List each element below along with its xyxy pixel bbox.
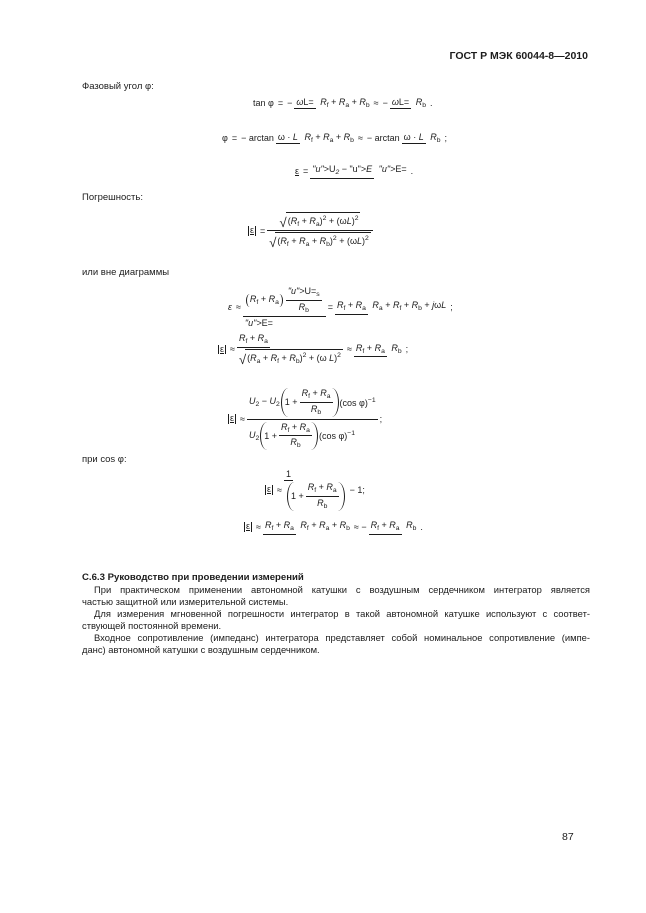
formula-epsilon-final-lhs xyxy=(244,522,252,532)
formula-arctan-eq: = xyxy=(231,132,238,143)
math-subscript: b xyxy=(422,102,426,109)
math-italic: R xyxy=(238,333,246,343)
formula-tan-fraction xyxy=(294,96,371,110)
formula-epsilon-def-eq: = xyxy=(303,165,309,176)
formula-tan-numerator2: ωL= xyxy=(390,97,411,109)
math-subscript: a xyxy=(325,525,330,532)
math-italic: R xyxy=(304,132,311,142)
formula-epsilon-def xyxy=(295,163,413,179)
formula-epsilon-abs2-denominator2 xyxy=(389,342,403,356)
formula-epsilon-big xyxy=(228,388,382,450)
formula-epsilon-outside-fraction2 xyxy=(335,299,448,315)
formula-epsilon-big-inner-den2 xyxy=(288,436,302,450)
formula-epsilon-cos-inner-den xyxy=(315,497,329,511)
math-italic: R xyxy=(326,482,333,493)
formula-epsilon-final-approx: ≈ xyxy=(256,521,261,532)
math-italic: R xyxy=(411,300,419,311)
math-subscript: b xyxy=(412,525,417,532)
formula-epsilon-big-one: 1 + xyxy=(284,397,298,408)
math-subscript: b xyxy=(323,503,328,511)
math-italic: "u"> xyxy=(244,317,262,328)
formula-epsilon-abs2-denominator: $(R_a + R_f + R_b)^2 + (\omega$ L)$^2$ xyxy=(245,349,343,366)
math-subscript: 2 xyxy=(335,169,340,176)
formula-epsilon-final-numerator: $R_f + R_a$ xyxy=(263,520,296,535)
formula-tan xyxy=(253,96,432,110)
formula-epsilon-outside-lhs xyxy=(228,302,232,312)
formula-epsilon-abs2-sqrt xyxy=(239,349,343,366)
formula-epsilon-big-den-u xyxy=(249,430,259,443)
formula-arctan-end: ; xyxy=(444,132,448,143)
math-subscript: a xyxy=(306,426,310,434)
math-italic: L xyxy=(418,132,424,142)
math-italic: R xyxy=(301,388,309,398)
math-italic: R xyxy=(392,300,400,311)
math-italic: R xyxy=(309,216,316,226)
math-superscript: 2 xyxy=(322,215,327,222)
formula-epsilon-abs xyxy=(248,212,375,249)
math-underline: ε xyxy=(230,413,235,424)
math-italic: U xyxy=(248,429,256,440)
math-italic: U xyxy=(269,395,277,406)
math-underline: ε xyxy=(295,165,300,176)
formula-epsilon-outside-fraction xyxy=(243,286,326,328)
formula-epsilon-outside-denominator2: $R_a + R_f + R_b + j\omega L$ xyxy=(372,300,447,313)
formula-epsilon-big-approx: ≈ xyxy=(240,414,245,425)
formula-tan-minus2: − xyxy=(382,97,388,108)
formula-tan-approx: ≈ xyxy=(373,97,379,108)
formula-arctan-lhs: φ xyxy=(222,132,228,143)
math-subscript: s xyxy=(316,291,320,298)
math-subscript: a xyxy=(345,102,350,109)
formula-epsilon-big-inner-den xyxy=(309,403,323,417)
formula-epsilon-abs2-numerator: $R_f + R_a$ xyxy=(237,333,270,348)
formula-epsilon-def-numerator: "$u">U_2$ − "u">E xyxy=(310,164,374,179)
formula-epsilon-big-lhs xyxy=(228,414,236,424)
math-subscript: b xyxy=(436,137,441,144)
formula-epsilon-cos-numerator: 1 xyxy=(284,469,293,481)
formula-epsilon-abs2-approx: ≈ xyxy=(230,344,235,355)
math-italic: R xyxy=(283,520,291,530)
formula-arctan-approx: ≈ xyxy=(357,132,363,143)
math-italic: R xyxy=(389,520,396,530)
math-subscript: a xyxy=(395,525,400,532)
paragraph-1 xyxy=(82,584,590,608)
math-italic: R xyxy=(264,520,272,530)
math-underline: ε xyxy=(250,224,255,235)
math-italic: R xyxy=(359,97,366,107)
math-subscript: f xyxy=(306,525,309,532)
formula-epsilon-abs2-numerator2: $R_f + R_a$ xyxy=(354,343,387,358)
math-italic: R xyxy=(372,300,379,311)
math-italic: U xyxy=(248,395,256,406)
math-superscript: 2 xyxy=(302,351,307,359)
formula-epsilon-cos-paren xyxy=(287,482,345,511)
formula-epsilon-big-inner-num: $R_f + R_a$ xyxy=(300,388,333,403)
formula-epsilon-final-numerator2: $R_f + R_a$ xyxy=(369,520,402,535)
math-subscript: f xyxy=(310,137,313,144)
math-subscript: b xyxy=(397,347,402,355)
math-italic: R xyxy=(336,300,344,311)
formula-epsilon-big-inner-fraction2 xyxy=(279,422,312,451)
math-subscript: b xyxy=(326,241,330,249)
formula-epsilon-cos-inner-num: $R_f + R_a$ xyxy=(306,482,339,497)
math-subscript: f xyxy=(277,357,280,365)
math-italic: R xyxy=(298,301,306,312)
paragraph-2-line-2: ствующей постоянной времени. xyxy=(82,620,222,631)
formula-epsilon-big-denominator-box xyxy=(247,420,378,451)
math-subscript: a xyxy=(290,525,294,532)
formula-epsilon-abs2 xyxy=(218,333,408,366)
formula-epsilon-outside-eq: = xyxy=(327,301,333,312)
formula-tan-denominator2 xyxy=(414,96,428,110)
formula-epsilon-big-one2: 1 + xyxy=(264,430,278,441)
math-subscript: 2 xyxy=(255,434,260,442)
formula-epsilon-big-cos2: (cos φ)$^{-1}$ xyxy=(318,430,356,442)
formula-epsilon-abs2-lhs xyxy=(218,345,226,355)
math-italic: R xyxy=(339,520,347,530)
formula-epsilon-outside-inner-num: "$u">U=_s$ xyxy=(286,286,322,301)
formula-epsilon-def-lhs xyxy=(295,166,299,176)
math-italic: E xyxy=(366,164,373,174)
formula-epsilon-cos xyxy=(265,469,365,511)
math-italic: L xyxy=(441,300,447,311)
formula-epsilon-abs-denominator-box xyxy=(267,231,372,249)
math-subscript: f xyxy=(256,298,259,306)
formula-arctan-fraction xyxy=(276,131,356,145)
math-italic: R xyxy=(268,293,276,304)
formula-epsilon-outside-approx: ≈ xyxy=(235,301,241,312)
math-underline: ε xyxy=(246,520,251,531)
formula-epsilon-big-paren2 xyxy=(260,422,318,451)
math-subscript: b xyxy=(295,357,300,365)
math-italic: L xyxy=(329,352,335,363)
math-subscript: b xyxy=(418,305,422,313)
cos-label: при cos φ: xyxy=(82,454,127,465)
phase-angle-label: Фазовый угол φ: xyxy=(82,81,154,92)
math-subscript: f xyxy=(314,487,317,495)
math-italic: R xyxy=(310,403,318,414)
math-italic: L xyxy=(346,216,352,226)
formula-tan-lhs: tan φ xyxy=(253,97,274,108)
math-italic: R xyxy=(391,342,398,353)
formula-epsilon-final-approx2: ≈ − xyxy=(353,521,367,532)
math-subscript: f xyxy=(297,221,300,228)
formula-arctan-denominator2 xyxy=(428,131,442,145)
math-italic: R xyxy=(290,437,297,448)
math-subscript: f xyxy=(362,347,365,355)
math-subscript: b xyxy=(305,306,309,314)
paragraph-1-line-2: частью защитной или измерительной системы. xyxy=(82,596,289,607)
math-italic: R xyxy=(319,520,326,530)
formula-epsilon-final-denominator2 xyxy=(404,519,418,533)
math-italic: R xyxy=(289,352,296,363)
math-subscript: b xyxy=(350,137,354,144)
formula-epsilon-abs-lhs xyxy=(248,226,256,236)
formula-epsilon-final-fraction xyxy=(263,519,352,535)
error-label: Погрешность: xyxy=(82,192,143,203)
math-italic: R xyxy=(270,352,278,363)
math-underline: ε xyxy=(220,343,225,354)
sqrt-sign-icon: √ xyxy=(238,351,247,367)
formula-epsilon-final-end: . xyxy=(420,521,423,532)
math-subscript: f xyxy=(245,338,248,345)
math-subscript: f xyxy=(286,241,289,249)
math-italic: R xyxy=(299,236,306,247)
formula-arctan-fn: − arctan xyxy=(241,132,274,143)
math-subscript: a xyxy=(326,393,331,400)
formula-epsilon-big-num-u: $U_2 - U_2$ xyxy=(248,395,280,408)
outside-diagram-label: или вне диаграммы xyxy=(82,267,170,278)
formula-epsilon-abs-denominator: $(R_f + R_a + R_b)^2 + (\omega L)^2$ xyxy=(275,232,370,249)
formula-epsilon-outside-inner-fraction xyxy=(286,286,322,315)
formula-epsilon-abs2-fraction xyxy=(237,333,345,366)
math-subscript: a xyxy=(264,338,268,345)
formula-epsilon-abs2-fraction2 xyxy=(354,342,404,358)
formula-epsilon-cos-fraction xyxy=(284,469,348,511)
math-superscript: 2 xyxy=(332,235,337,243)
formula-epsilon-big-cos: (cos φ)$^{-1}$ xyxy=(339,396,376,408)
formula-epsilon-big-fraction xyxy=(247,388,378,450)
math-italic: R xyxy=(249,293,257,304)
math-subscript: f xyxy=(308,393,310,400)
math-italic: R xyxy=(290,216,298,226)
paragraph-1-line-1: При практическом применении автономной катушки с воздушным сердечником интегратор является xyxy=(94,584,590,595)
math-italic: R xyxy=(323,132,330,142)
math-subscript: a xyxy=(256,357,261,365)
math-italic: R xyxy=(299,421,307,432)
paragraph-2-line-1: Для измерения мгновенной погрешности интегратор в такой автономной катушке используют с соответ- xyxy=(94,608,590,619)
math-subscript: a xyxy=(381,347,385,355)
page-number: 87 xyxy=(562,831,574,843)
math-subscript: f xyxy=(326,102,329,109)
math-subscript: a xyxy=(329,137,334,144)
formula-epsilon-def-end: . xyxy=(410,165,414,176)
formula-epsilon-final-fraction2 xyxy=(369,519,419,535)
formula-epsilon-cos-tail: − 1; xyxy=(349,484,365,495)
math-italic: ω xyxy=(296,97,304,107)
formula-epsilon-final-denominator: $R_f + R_a + R_b$ xyxy=(300,520,350,532)
formula-tan-fraction2 xyxy=(390,96,428,110)
formula-epsilon-big-inner-num2: $R_f + R_a$ xyxy=(279,422,312,437)
formula-epsilon-big-inner-fraction xyxy=(300,388,333,417)
math-italic: "u"> xyxy=(378,164,396,174)
document-header: ГОСТ Р МЭК 60044-8—2010 xyxy=(449,50,588,62)
formula-epsilon-abs-sqrt-num xyxy=(280,212,361,229)
math-subscript: a xyxy=(332,487,337,495)
sqrt-sign-icon: √ xyxy=(279,214,287,230)
math-subscript: a xyxy=(362,305,366,313)
math-italic: R xyxy=(355,342,363,353)
formula-epsilon-cos-denominator-box xyxy=(284,481,348,511)
formula-tan-denominator: $R_f + R_a + R_b$ xyxy=(320,97,370,109)
math-superscript: 2 xyxy=(354,215,359,222)
math-italic: R xyxy=(374,342,382,353)
math-italic: R xyxy=(338,97,346,107)
formula-epsilon-cos-one: 1 + xyxy=(290,491,304,502)
formula-arctan-numerator: ω · L xyxy=(276,132,300,144)
math-subscript: b xyxy=(296,442,301,450)
math-italic: R xyxy=(250,352,257,363)
formula-arctan-fn2: − arctan xyxy=(366,132,400,143)
math-italic: L xyxy=(292,132,298,142)
paragraph-3-line-1: Входное сопротивление (импеданс) интегратора представляет собой номинальное сопротивление (импе- xyxy=(94,632,590,643)
math-subscript: b xyxy=(317,408,322,416)
formula-tan-numerator: ωL= xyxy=(294,97,315,109)
math-italic: R xyxy=(280,236,287,247)
formula-arctan-fraction2 xyxy=(402,131,443,145)
formula-epsilon-abs2-end: ; xyxy=(405,344,409,355)
paragraph-3 xyxy=(82,632,590,656)
math-italic: "u"> xyxy=(287,286,305,296)
math-italic: R xyxy=(319,236,327,247)
math-italic: ω xyxy=(391,97,399,107)
math-subscript: b xyxy=(365,102,370,109)
math-superscript: −1 xyxy=(367,396,376,404)
formula-epsilon-big-paren xyxy=(281,388,339,417)
math-italic: R xyxy=(320,97,327,107)
math-italic: R xyxy=(317,498,324,509)
math-subscript: f xyxy=(343,305,346,313)
formula-epsilon-cos-approx: ≈ xyxy=(277,484,282,495)
math-italic: R xyxy=(320,388,327,398)
math-italic: R xyxy=(415,97,423,107)
math-italic: ε xyxy=(228,301,232,312)
formula-epsilon-outside xyxy=(228,286,453,328)
math-subscript: a xyxy=(315,221,320,228)
formula-epsilon-abs-numerator-box xyxy=(267,212,372,231)
sqrt-sign-icon: √ xyxy=(269,234,277,250)
paragraph-2 xyxy=(82,608,590,632)
math-italic: L xyxy=(356,236,362,247)
formula-epsilon-outside-numerator-box xyxy=(243,286,326,317)
formula-epsilon-outside-paren: $R_f + R_a$ xyxy=(246,294,283,307)
formula-tan-eq: = xyxy=(277,97,284,108)
math-superscript: −1 xyxy=(347,430,356,438)
math-superscript: 2 xyxy=(364,235,369,243)
math-italic: R xyxy=(307,482,315,493)
math-italic: R xyxy=(406,520,413,530)
math-underline: ε xyxy=(267,484,272,495)
formula-epsilon-abs-fraction xyxy=(267,212,372,249)
math-italic xyxy=(335,164,339,174)
formula-epsilon-outside-end: ; xyxy=(450,301,453,312)
formula-arctan-numerator2: ω · L xyxy=(402,132,426,144)
formula-epsilon-cos-lhs xyxy=(265,485,273,495)
math-italic: R xyxy=(343,132,351,142)
formula-epsilon-outside-numerator2: $R_f + R_a$ xyxy=(335,300,368,315)
math-italic: R xyxy=(300,520,307,530)
math-italic: R xyxy=(370,520,378,530)
formula-epsilon-final xyxy=(244,519,423,535)
math-subscript: f xyxy=(377,525,379,532)
math-subscript: b xyxy=(346,525,350,532)
formula-arctan xyxy=(222,131,447,145)
math-italic: R xyxy=(257,333,265,343)
math-subscript: 2 xyxy=(255,400,260,408)
math-subscript: f xyxy=(287,426,290,434)
math-italic: R xyxy=(281,421,288,432)
math-subscript: a xyxy=(305,241,310,249)
formula-epsilon-big-numerator-box xyxy=(247,388,378,420)
math-italic: j xyxy=(432,300,435,311)
formula-epsilon-abs2-denominator-box xyxy=(237,348,345,366)
formula-epsilon-def-fraction xyxy=(310,163,408,179)
math-superscript: 2 xyxy=(337,351,341,359)
math-italic: R xyxy=(355,300,363,311)
formula-epsilon-outside-denominator: "u">E= xyxy=(244,317,273,328)
paragraph-3-line-2: данс) автономной катушки с воздушным сердечником. xyxy=(82,644,320,655)
formula-epsilon-outside-inner-den xyxy=(297,301,311,315)
math-italic: "u"> xyxy=(312,164,329,174)
formula-epsilon-cos-inner-fraction xyxy=(306,482,339,511)
formula-epsilon-abs2-approx2: ≈ xyxy=(346,344,352,355)
formula-epsilon-abs-sqrt-den xyxy=(269,232,370,249)
formula-epsilon-def-denominator: "u">E= xyxy=(378,164,407,174)
math-subscript: f xyxy=(271,525,274,532)
math-subscript: f xyxy=(399,305,402,313)
section-heading: С.6.3 Руководство при проведении измерений xyxy=(82,572,304,583)
math-subscript: a xyxy=(275,298,279,306)
math-italic: R xyxy=(430,132,437,142)
formula-tan-end: . xyxy=(429,97,433,108)
formula-epsilon-big-end: ; xyxy=(379,414,383,425)
math-subscript: 2 xyxy=(276,400,280,408)
formula-tan-minus: − xyxy=(287,97,293,108)
formula-epsilon-abs-eq: = xyxy=(260,225,266,236)
formula-epsilon-abs-numerator: $(R_f + R_a)^2 + (\omega L)^2$ xyxy=(286,212,361,229)
math-subscript: a xyxy=(378,305,383,313)
formula-arctan-denominator: $R_f + R_a + R_b$ xyxy=(304,132,354,144)
